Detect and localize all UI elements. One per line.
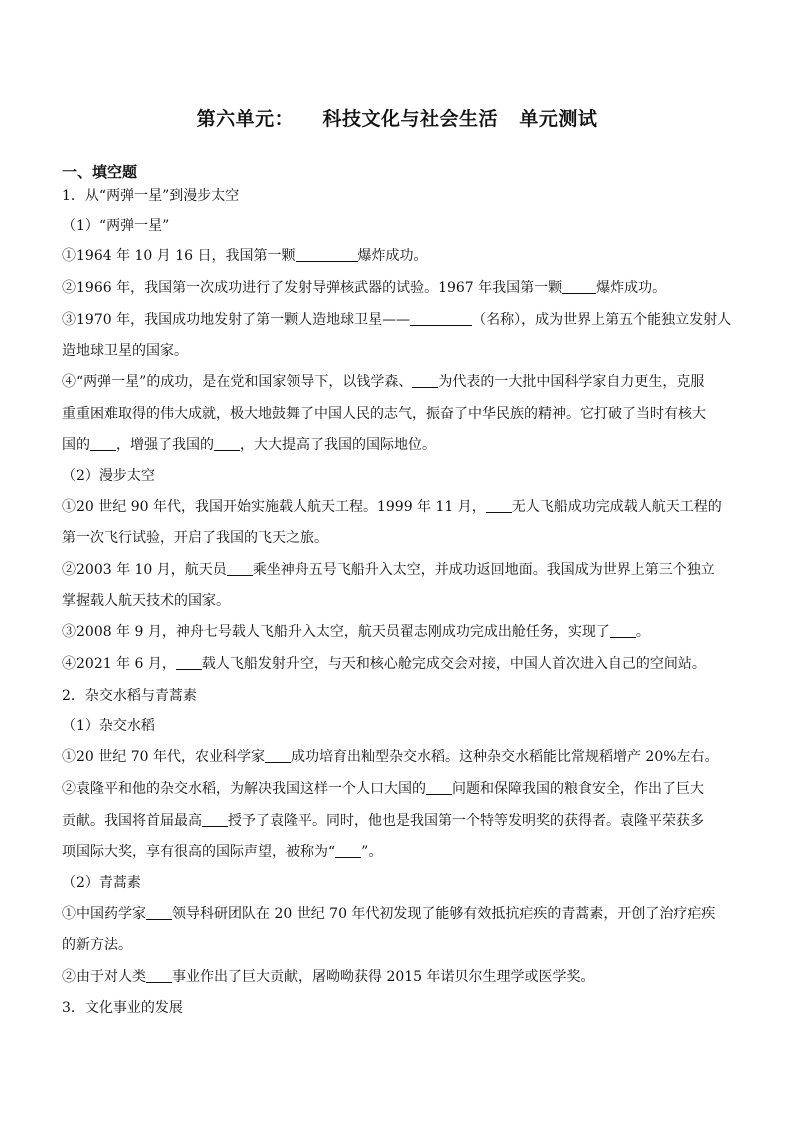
question-1-1-item-3: ③1970 年，我国成功地发射了第一颗人造地球卫星—— （名称），成为世界上第五个能独立发射人 <box>62 312 732 328</box>
question-3-heading: 3．文化事业的发展 <box>62 1000 183 1016</box>
question-2-1-item-1: ①20 世纪 70 年代，农业科学家 成功培育出籼型杂交水稻。这种杂交水稻能比常规稻增产 20%左右。 <box>62 749 719 765</box>
section-heading: 一、填空题 <box>62 163 138 181</box>
question-2-2-item-1: ①中国药学家 领导科研团队在 20 世纪 70 年代初发现了能够有效抵抗疟疾的青蒿素，开创了治疗疟疾 <box>62 906 716 922</box>
answer-blank[interactable] <box>90 436 116 451</box>
question-2-2-item-2: ②由于对人类 事业作出了巨大贡献，屠呦呦获得 2015 年诺贝尔生理学或医学奖。 <box>62 969 595 985</box>
question-2-2-item-1-cont: 的新方法。 <box>62 937 132 953</box>
question-2-part-1-heading: （1）杂交水稻 <box>62 718 155 734</box>
answer-blank[interactable] <box>296 247 358 262</box>
question-2-heading: 2．杂交水稻与青蒿素 <box>62 688 197 704</box>
question-1-1-item-2: ②1966 年，我国第一次成功进行了发射导弹核武器的试验。1967 年我国第一颗 爆炸成功。 <box>62 280 667 296</box>
answer-blank[interactable] <box>335 843 361 858</box>
question-1-2-item-1-cont: 第一次飞行试验，开启了我国的飞天之旅。 <box>62 530 328 546</box>
answer-blank[interactable] <box>265 748 291 763</box>
question-1-1-item-4-cont: 重重困难取得的伟大成就，极大地鼓舞了中国人民的志气，振奋了中华民族的精神。它打破了当时有核大 <box>62 406 706 422</box>
question-2-1-item-2-cont-2: 项国际大奖，享有很高的国际声望，被称为“ ”。 <box>62 844 383 860</box>
answer-blank[interactable] <box>176 655 202 670</box>
question-1-1-item-3-cont: 造地球卫星的国家。 <box>62 343 188 359</box>
question-1-2-item-4: ④2021 年 6 月， 载人飞船发射升空，与天和核心舱完成交会对接，中国人首次进入自己的空间站。 <box>62 656 706 672</box>
answer-blank[interactable] <box>227 561 253 576</box>
answer-blank[interactable] <box>146 905 172 920</box>
question-1-2-item-2: ②2003 年 10 月，航天员 乘坐神舟五号飞船升入太空，并成功返回地面。我国成为世界上第三个独立 <box>62 562 715 578</box>
question-1-1-item-4-cont-2: 国的 ，增强了我国的 ，大大提高了我国的国际地位。 <box>62 437 436 453</box>
question-1-part-1-heading: （1）“两弹一星” <box>62 218 170 234</box>
question-1-part-2-heading: （2）漫步太空 <box>62 468 155 484</box>
question-1-2-item-2-cont: 掌握载人航天技术的国家。 <box>62 593 230 609</box>
answer-blank[interactable] <box>202 812 228 827</box>
answer-blank[interactable] <box>146 968 172 983</box>
question-1-heading: 1．从“两弹一星”到漫步太空 <box>62 188 240 204</box>
answer-blank[interactable] <box>610 623 636 638</box>
answer-blank[interactable] <box>562 279 596 294</box>
question-2-1-item-2-cont: 贡献。我国将首届最高 授予了袁隆平。同时，他也是我国第一个特等发明奖的获得者。袁隆平荣获多 <box>62 813 704 829</box>
page-title: 第六单元： 科技文化与社会生活 单元测试 <box>196 108 598 130</box>
answer-blank[interactable] <box>486 498 512 513</box>
question-1-1-item-1: ①1964 年 10 月 16 日，我国第一颗 爆炸成功。 <box>62 248 428 264</box>
question-2-part-2-heading: （2）青蒿素 <box>62 875 141 891</box>
answer-blank[interactable] <box>412 373 438 388</box>
question-2-1-item-2: ②袁隆平和他的杂交水稻，为解决我国这样一个人口大国的 问题和保障我国的粮食安全，作出了巨大 <box>62 781 704 797</box>
question-1-1-item-4: ④“两弹一星”的成功，是在党和国家领导下，以钱学森、 为代表的一大批中国科学家自力更生，克服 <box>62 374 705 390</box>
answer-blank[interactable] <box>426 780 452 795</box>
question-1-2-item-3: ③2008 年 9 月，神舟七号载人飞船升入太空，航天员翟志刚成功完成出舱任务，实现了 。 <box>62 624 650 640</box>
answer-blank[interactable] <box>410 311 472 326</box>
question-1-2-item-1: ①20 世纪 90 年代，我国开始实施载人航天工程。1999 年 11 月， 无人飞船成功完成载人航天工程的 <box>62 499 722 515</box>
answer-blank[interactable] <box>214 436 240 451</box>
